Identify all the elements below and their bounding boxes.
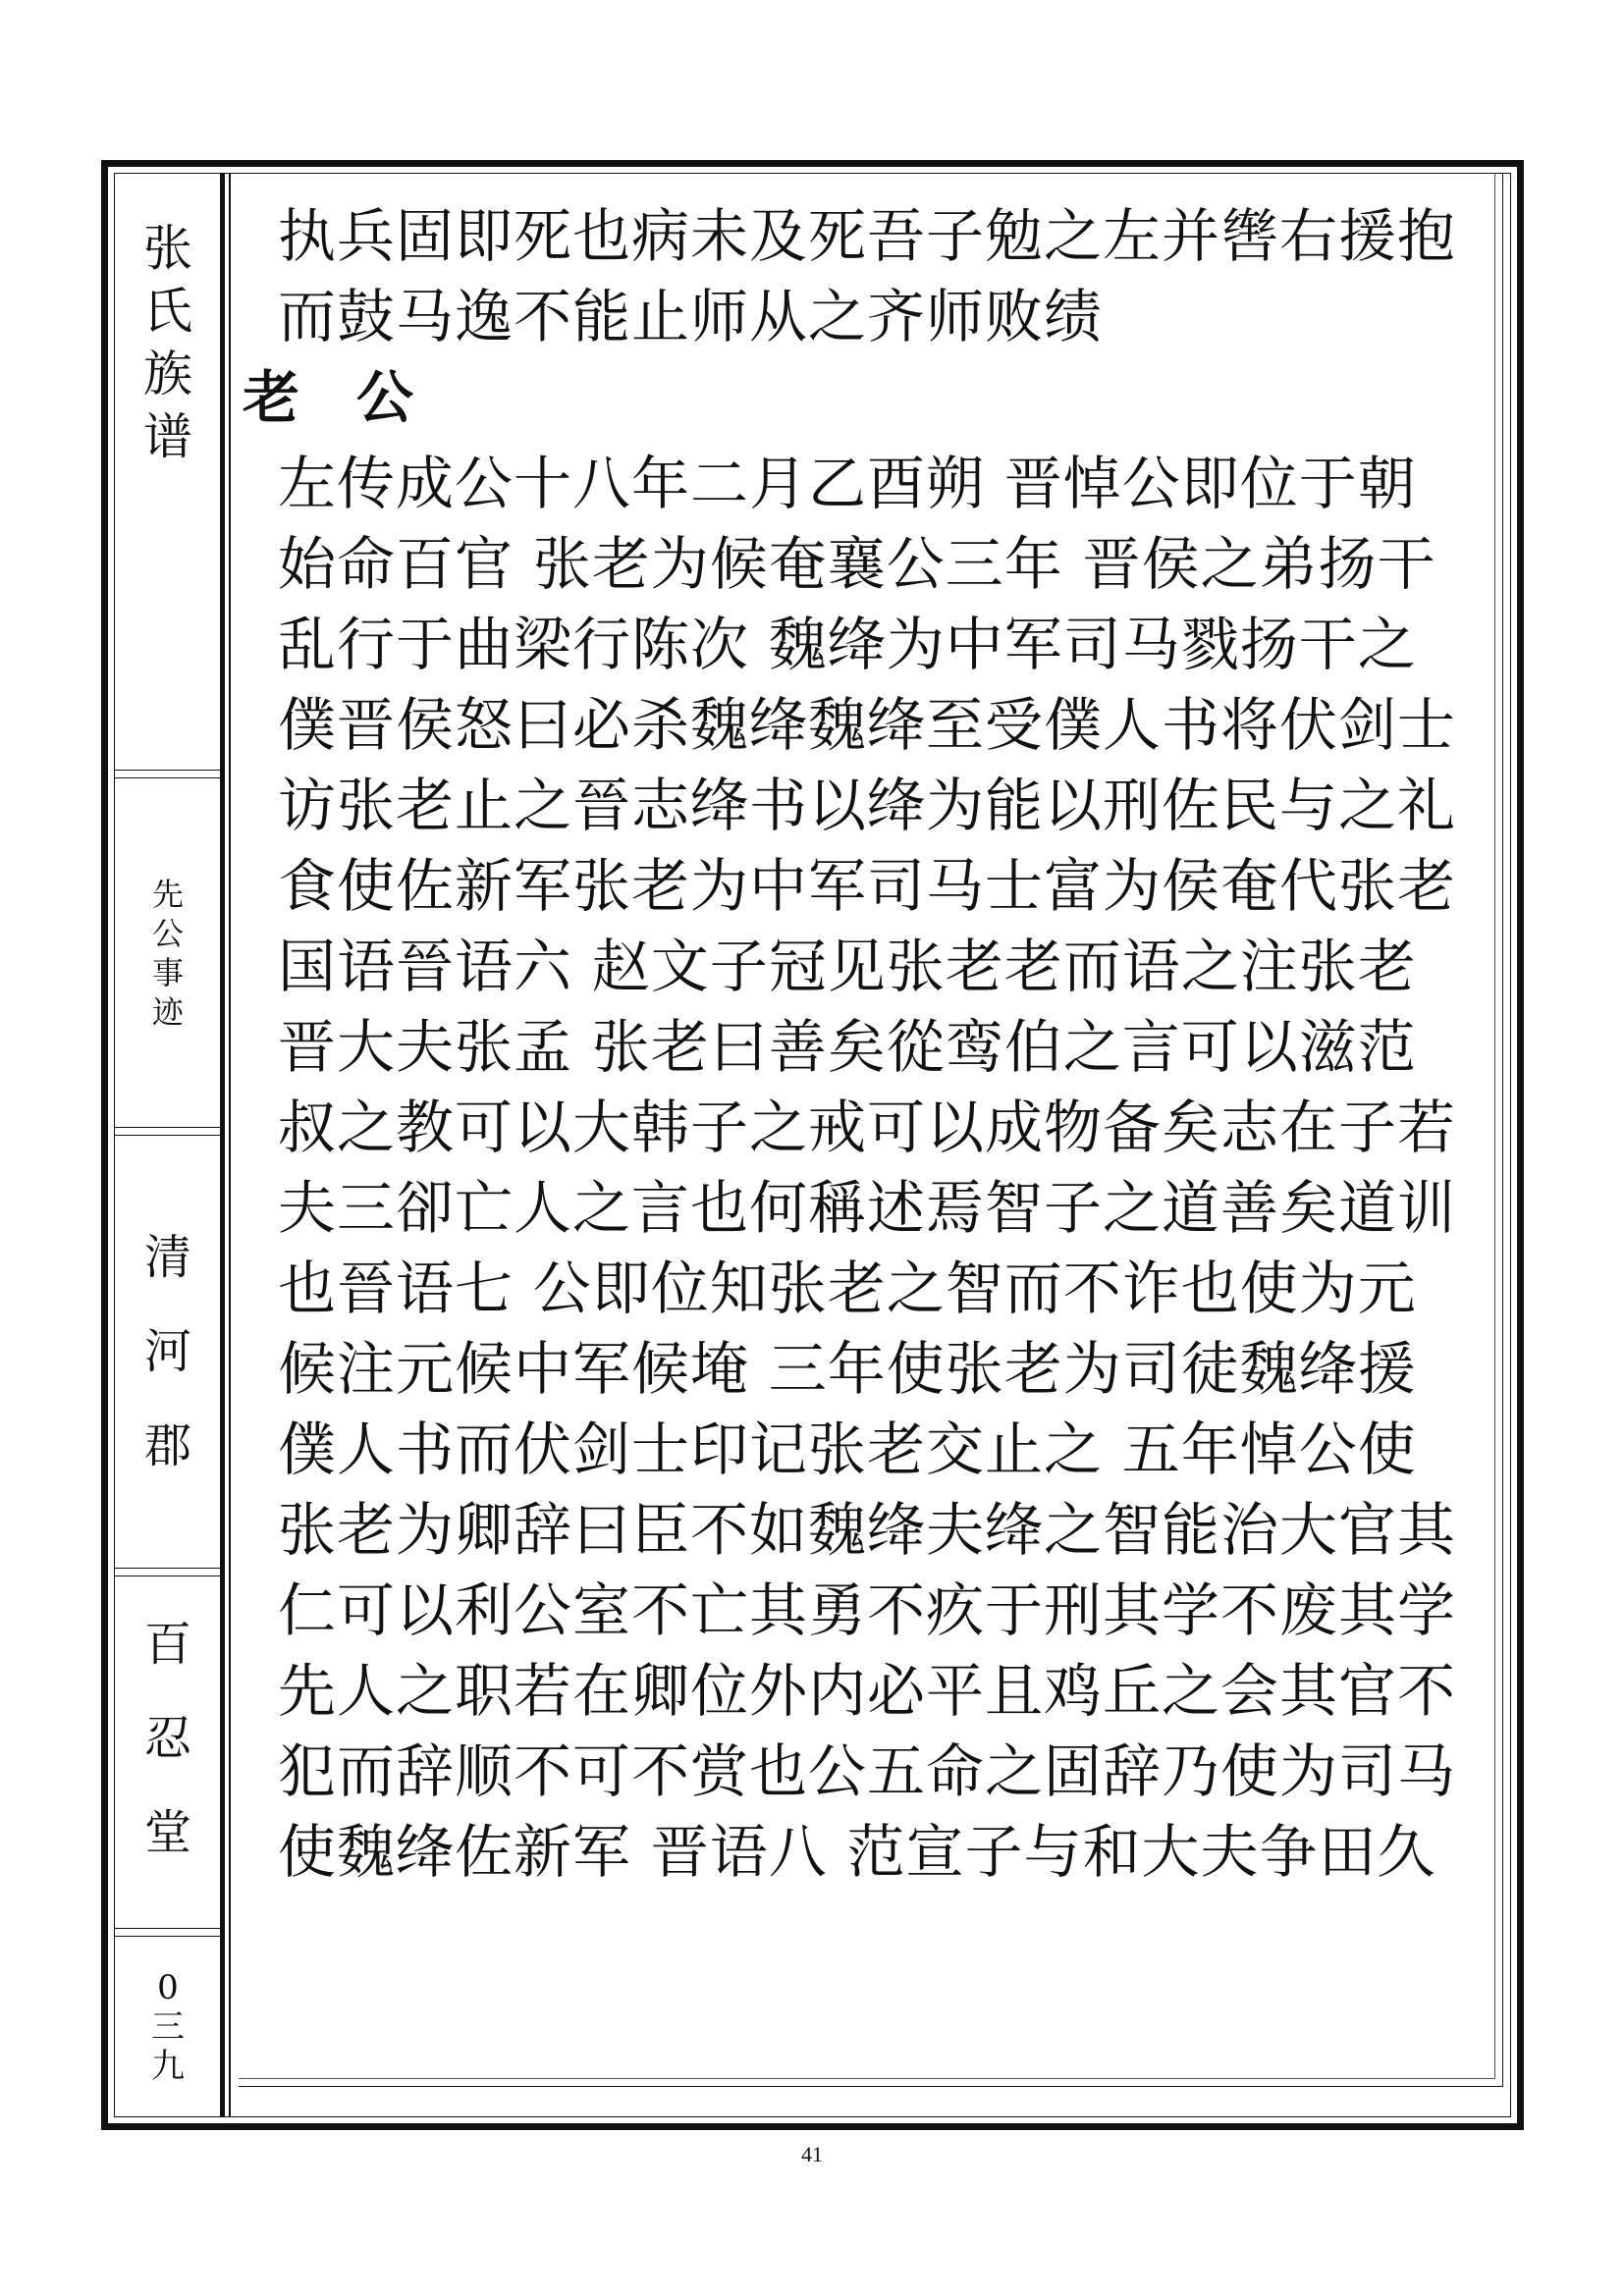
text-line: 夫三卻亡人之言也何稱述焉智子之道善矣道训	[278, 1174, 1457, 1242]
title-char: 氏	[143, 282, 192, 340]
sidebar-divider	[114, 1127, 222, 1136]
commandery-char: 河	[143, 1324, 191, 1379]
sidebar-divider	[114, 770, 222, 778]
text-line: 左传成公十八年二月乙酉朔 晋悼公即位于朝	[278, 450, 1417, 517]
sidebar-border-thick	[220, 173, 225, 2117]
text-line: 国语晉语六 赵文子冠见张老老而语之注张老	[278, 933, 1417, 1000]
hall-char: 忍	[143, 1711, 191, 1766]
hall-char: 百	[143, 1617, 191, 1672]
section-char: 先	[151, 875, 184, 913]
sidebar-divider	[114, 1568, 222, 1576]
section-char: 公	[151, 914, 184, 952]
page-code	[151, 1968, 185, 2086]
section-char: 迹	[151, 992, 184, 1031]
text-line: 僕晋侯怒曰必杀魏绛魏绛至受僕人书将伏剑士	[278, 691, 1457, 759]
text-line: 僕人书而伏剑士印记张老交止之 五年悼公使	[278, 1415, 1417, 1483]
genealogy-title	[143, 217, 192, 468]
text-line: 也晉语七 公即位知张老之智而不诈也使为元	[278, 1255, 1417, 1322]
text-line: 使魏绛佐新军 晋语八 范宣子与和大夫争田久	[278, 1818, 1436, 1886]
section-char: 事	[151, 953, 184, 991]
commandery-char: 郡	[143, 1418, 191, 1473]
sidebar-section-panel	[114, 778, 222, 1127]
sidebar-page-code-panel	[114, 1937, 222, 2117]
text-line: 张老为卿辞曰臣不如魏绛夫绛之智能治大官其	[278, 1496, 1457, 1564]
body-text	[278, 444, 1495, 1893]
sidebar-commandery-panel	[114, 1136, 222, 1568]
hall-label	[144, 1597, 191, 1880]
title-char: 张	[143, 219, 192, 277]
title-char: 谱	[143, 407, 192, 465]
sidebar-title-panel	[114, 173, 222, 511]
text-line: 候注元候中军候埯 三年使张老为司徒魏绛援	[278, 1335, 1417, 1403]
commandery-label	[144, 1210, 191, 1493]
page-number: 41	[801, 2142, 823, 2166]
title-char: 族	[143, 345, 192, 402]
text-line: 仁可以利公室不亡其勇不疚于刑其学不废其学	[278, 1576, 1457, 1644]
sidebar	[114, 173, 222, 2117]
text-line: 食使佐新军张老为中军司马士富为侯奄代张老	[278, 852, 1457, 920]
sidebar-divider	[114, 1928, 222, 1937]
text-line: 而鼓马逸不能止师从之齐师败绩	[278, 283, 1104, 350]
intro-text	[278, 196, 1495, 357]
commandery-char: 清	[143, 1230, 191, 1285]
text-line: 犯而辞顺不可不赏也公五命之固辞乃使为司马	[278, 1737, 1457, 1805]
text-line: 晋大夫张孟 张老曰善矣從鸾伯之言可以滋范	[278, 1013, 1417, 1081]
page-code-char: 三	[151, 2007, 185, 2047]
section-label	[152, 875, 184, 1032]
text-line: 乱行于曲梁行陈次 魏绛为中军司马戮扬干之	[278, 611, 1417, 678]
text-line: 执兵固即死也病未及死吾子勉之左并辔右援抱	[278, 202, 1457, 270]
sidebar-hall-panel	[114, 1576, 222, 1900]
hall-char: 堂	[143, 1805, 191, 1860]
section-heading: 老 公	[243, 364, 414, 431]
sidebar-border-thin	[229, 173, 231, 2117]
page-code-char: 0	[157, 1968, 179, 2007]
text-line: 叔之教可以大韩子之戒可以成物备矣志在子若	[278, 1094, 1457, 1161]
page-code-char: 九	[151, 2047, 185, 2086]
text-line: 先人之职若在卿位外内必平且鸡丘之会其官不	[278, 1657, 1457, 1725]
text-line: 始命百官 张老为候奄襄公三年 晋侯之弟扬干	[278, 530, 1436, 598]
text-line: 访张老止之晉志绛书以绛为能以刑佐民与之礼	[278, 772, 1457, 839]
